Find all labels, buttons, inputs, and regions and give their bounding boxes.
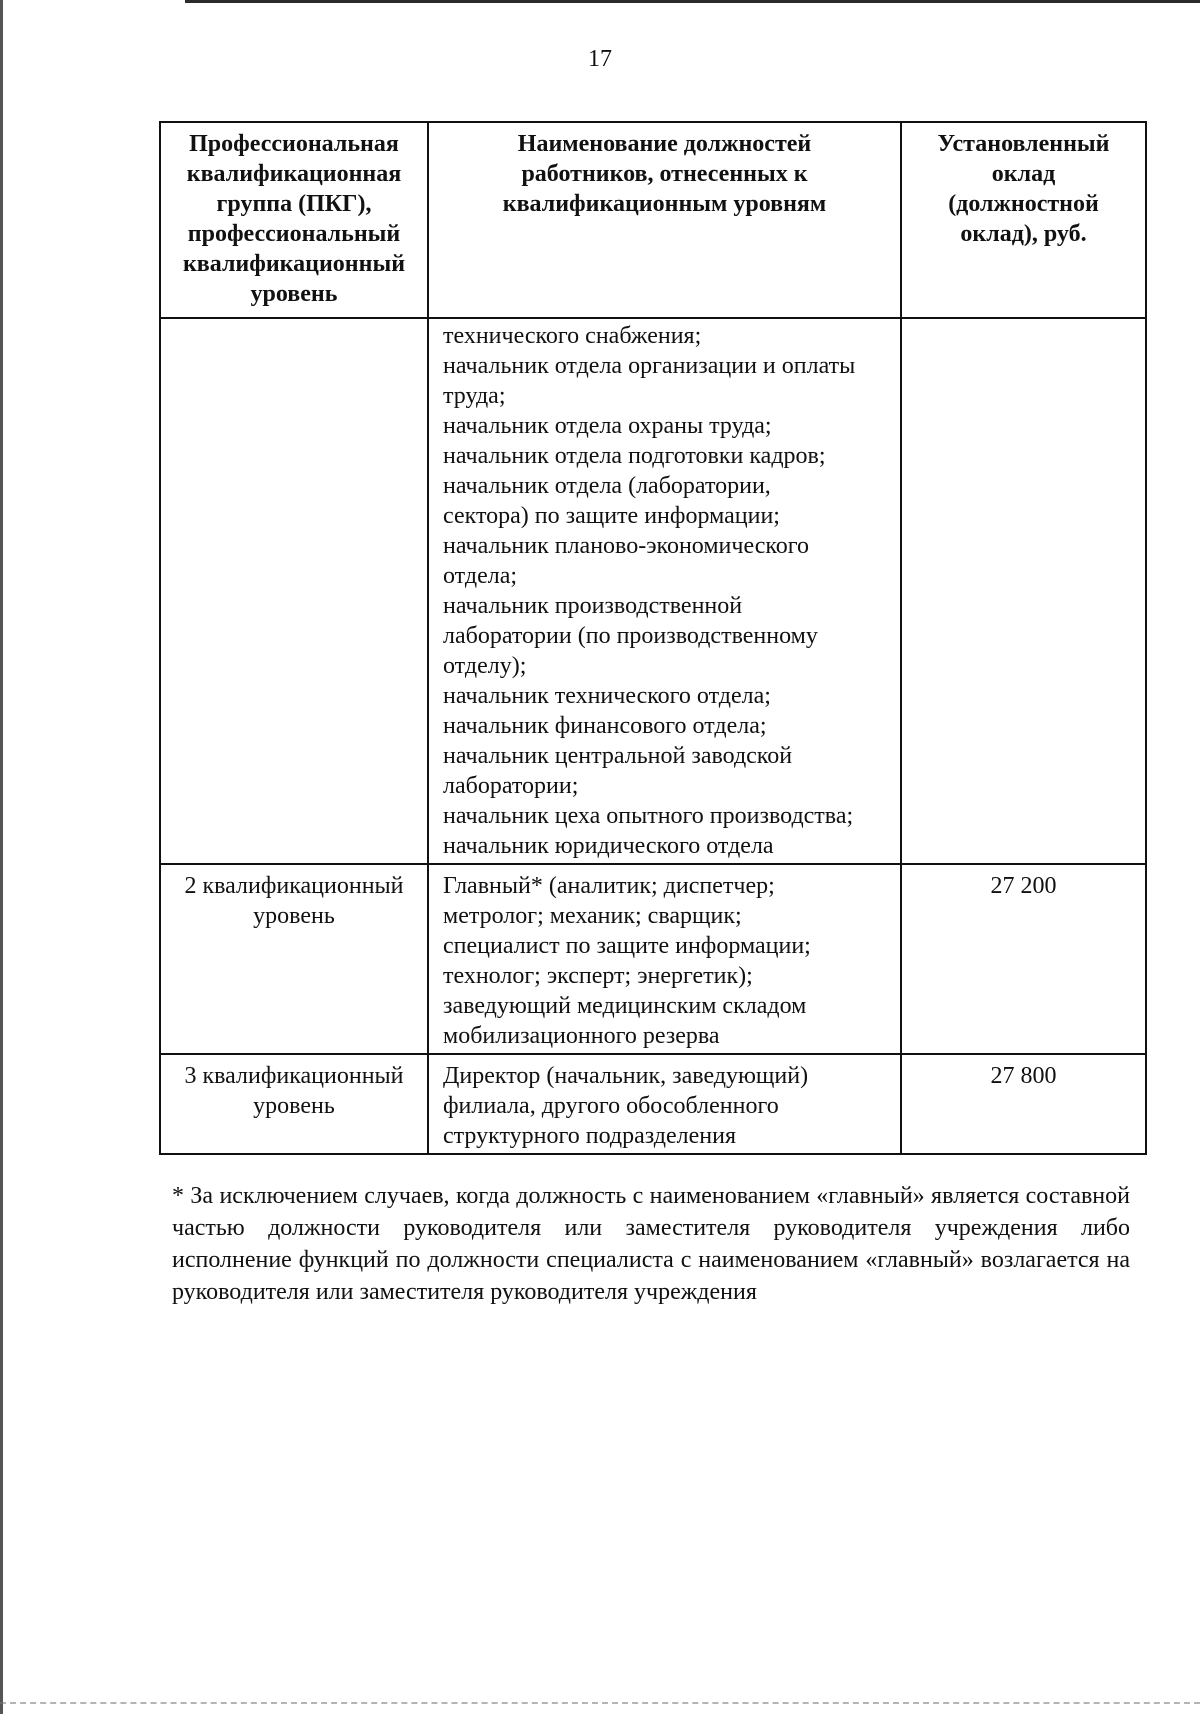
page-number: 17 (588, 46, 612, 72)
position-line: начальник отдела организации и оплаты (443, 353, 856, 379)
header-position-names: Наименование должностей работников, отнесенных к квалификационным уровням (428, 122, 901, 318)
position-line: начальник центральной заводской (443, 743, 793, 769)
position-line: начальник отдела охраны труда; (443, 413, 772, 439)
table-row (160, 864, 1146, 1054)
table-row (160, 318, 1146, 864)
position-line: лаборатории; (443, 773, 579, 799)
position-line: отдела; (443, 563, 518, 589)
cell-salary (901, 318, 1146, 864)
position-line: мобилизационного резерва (443, 1023, 720, 1049)
table-header-row (160, 122, 1146, 318)
position-line: начальник финансового отдела; (443, 713, 767, 739)
position-line: начальник юридического отдела (443, 833, 774, 859)
header-salary: Установленный оклад (должностной оклад), руб. (901, 122, 1146, 318)
position-line: метролог; механик; сварщик; (443, 903, 742, 929)
cell-qualification-level: 2 квалификационный уровень (160, 864, 428, 1054)
position-line: начальник планово-экономического (443, 533, 810, 559)
position-line: начальник производственной (443, 593, 743, 619)
position-line: начальник цеха опытного производства; (443, 803, 854, 829)
table-body (160, 318, 1146, 1154)
cell-position-list (428, 864, 901, 1054)
position-line: начальник отдела подготовки кадров; (443, 443, 826, 469)
cell-qualification-level (160, 318, 428, 864)
position-line: Директор (начальник, заведующий) (443, 1063, 809, 1089)
position-line: технолог; эксперт; энергетик); (443, 963, 753, 989)
cell-qualification-level: 3 квалификационный уровень (160, 1054, 428, 1154)
position-line: сектора) по защите информации; (443, 503, 780, 529)
position-line: заведующий медицинским складом (443, 993, 807, 1019)
position-line: лаборатории (по производственному (443, 623, 818, 649)
cell-salary: 27 800 (901, 1054, 1146, 1154)
scan-border-left (0, 0, 3, 1714)
position-line: начальник технического отдела; (443, 683, 771, 709)
position-line: Главный* (аналитик; диспетчер; (443, 873, 775, 899)
scan-border-top (185, 0, 1200, 3)
position-line: отделу); (443, 653, 527, 679)
table-row (160, 1054, 1146, 1154)
cell-position-list (428, 1054, 901, 1154)
position-line: начальник отдела (лаборатории, (443, 473, 771, 499)
salary-table (159, 121, 1147, 1155)
position-line: специалист по защите информации; (443, 933, 811, 959)
header-qualification-group: Профессиональная квалификационная группа (ПКГ), профессиональный квалификационный уровень (160, 122, 428, 318)
position-line: технического снабжения; (443, 323, 702, 349)
position-line: филиала, другого обособленного (443, 1093, 779, 1119)
cell-position-list (428, 318, 901, 864)
cell-salary: 27 200 (901, 864, 1146, 1054)
position-line: структурного подразделения (443, 1123, 737, 1149)
footnote: * За исключением случаев, когда должность с наименованием «главный» является составной частью должности руководителя или заместителя руководителя учреждения либо исполнение функций по должности специалиста с наименованием «главный» возлагается на руководителя или заместителя руководителя учреждения (172, 1183, 1130, 1305)
position-line: труда; (443, 383, 506, 409)
scan-border-bottom (0, 1702, 1200, 1706)
